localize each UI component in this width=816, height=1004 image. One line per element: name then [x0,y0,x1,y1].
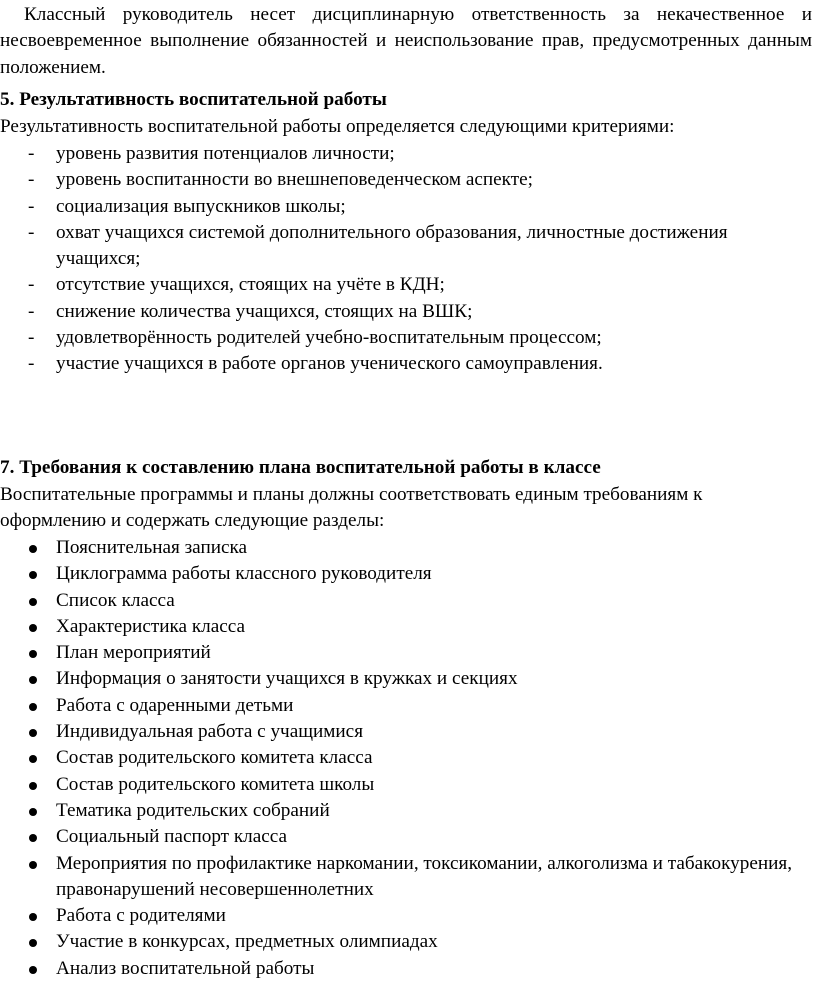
dash-marker: - [28,221,35,243]
list-item: Участие в конкурсах, предметных олимпиадах [0,929,812,955]
section-7-lead: Воспитательные программы и планы должны соответствовать единым требованиям к оформлению и содержать следующие разделы: [0,484,703,532]
dash-marker: - [28,274,35,296]
bullet-icon [29,939,37,947]
intro-paragraph: Классный руководитель несет дисциплинарную ответственность за некачественное и несвоевременное выполнение обязанностей и неиспользование прав, предусмотренных данным положением. [0,4,812,78]
bullet-icon [29,703,37,711]
list-item: Тематика родительских собраний [0,798,812,824]
bullet-icon [29,966,37,974]
list-item: Работа с родителями [0,903,812,929]
section-7-heading: 7. Требования к составлению плана воспитательной работы в классе [0,457,601,478]
list-item: Состав родительского комитета класса [0,745,812,771]
bullet-icon [29,755,37,763]
list-item: Характеристика класса [0,614,812,640]
bullet-icon [29,598,37,606]
dash-marker: - [28,169,35,191]
list-item: - участие учащихся в работе органов ученического самоуправления. [0,351,812,377]
list-item: - уровень воспитанности во внешнеповеденческом аспекте; [0,167,812,193]
list-item: Работа с одаренными детьми [0,693,812,719]
dash-marker: - [28,300,35,322]
plan-sections-list [0,535,812,982]
section-5-heading: 5. Результативность воспитательной работы [0,89,387,110]
bullet-icon [29,650,37,658]
list-item: Информация о занятости учащихся в кружках и секциях [0,666,812,692]
list-item: Мероприятия по профилактике наркомании, токсикомании, алкоголизма и табакокурения, правонарушений несовершеннолетних [0,851,812,904]
bullet-icon [29,729,37,737]
list-item: Пояснительная записка [0,535,812,561]
list-item: - снижение количества учащихся, стоящих на ВШК; [0,299,812,325]
bullet-icon [29,571,37,579]
list-item: Циклограмма работы классного руководителя [0,561,812,587]
bullet-icon [29,545,37,553]
list-item: - удовлетворённость родителей учебно-воспитательным процессом; [0,325,812,351]
dash-marker: - [28,327,35,349]
list-item: Социальный паспорт класса [0,824,812,850]
criteria-list [0,141,812,378]
list-item: Состав родительского комитета школы [0,772,812,798]
bullet-icon [29,624,37,632]
bullet-icon [29,782,37,790]
dash-marker: - [28,353,35,375]
bullet-icon [29,808,37,816]
bullet-icon [29,834,37,842]
list-item: - отсутствие учащихся, стоящих на учёте в КДН; [0,272,812,298]
list-item: - уровень развития потенциалов личности; [0,141,812,167]
list-item: - охват учащихся системой дополнительного образования, личностные достижения учащихся; [28,221,728,270]
list-item: План мероприятий [0,640,812,666]
bullet-icon [29,913,37,921]
dash-marker: - [28,143,35,164]
list-item: Индивидуальная работа с учащимися [0,719,812,745]
list-item: - социализация выпускников школы; [0,194,812,220]
bullet-icon [29,861,37,869]
section-5-lead: Результативность воспитательной работы определяется следующими критериями: [0,116,675,137]
bullet-icon [29,676,37,684]
list-item: Список класса [0,588,812,614]
dash-marker: - [28,195,35,217]
list-item: Анализ воспитательной работы [0,956,812,982]
